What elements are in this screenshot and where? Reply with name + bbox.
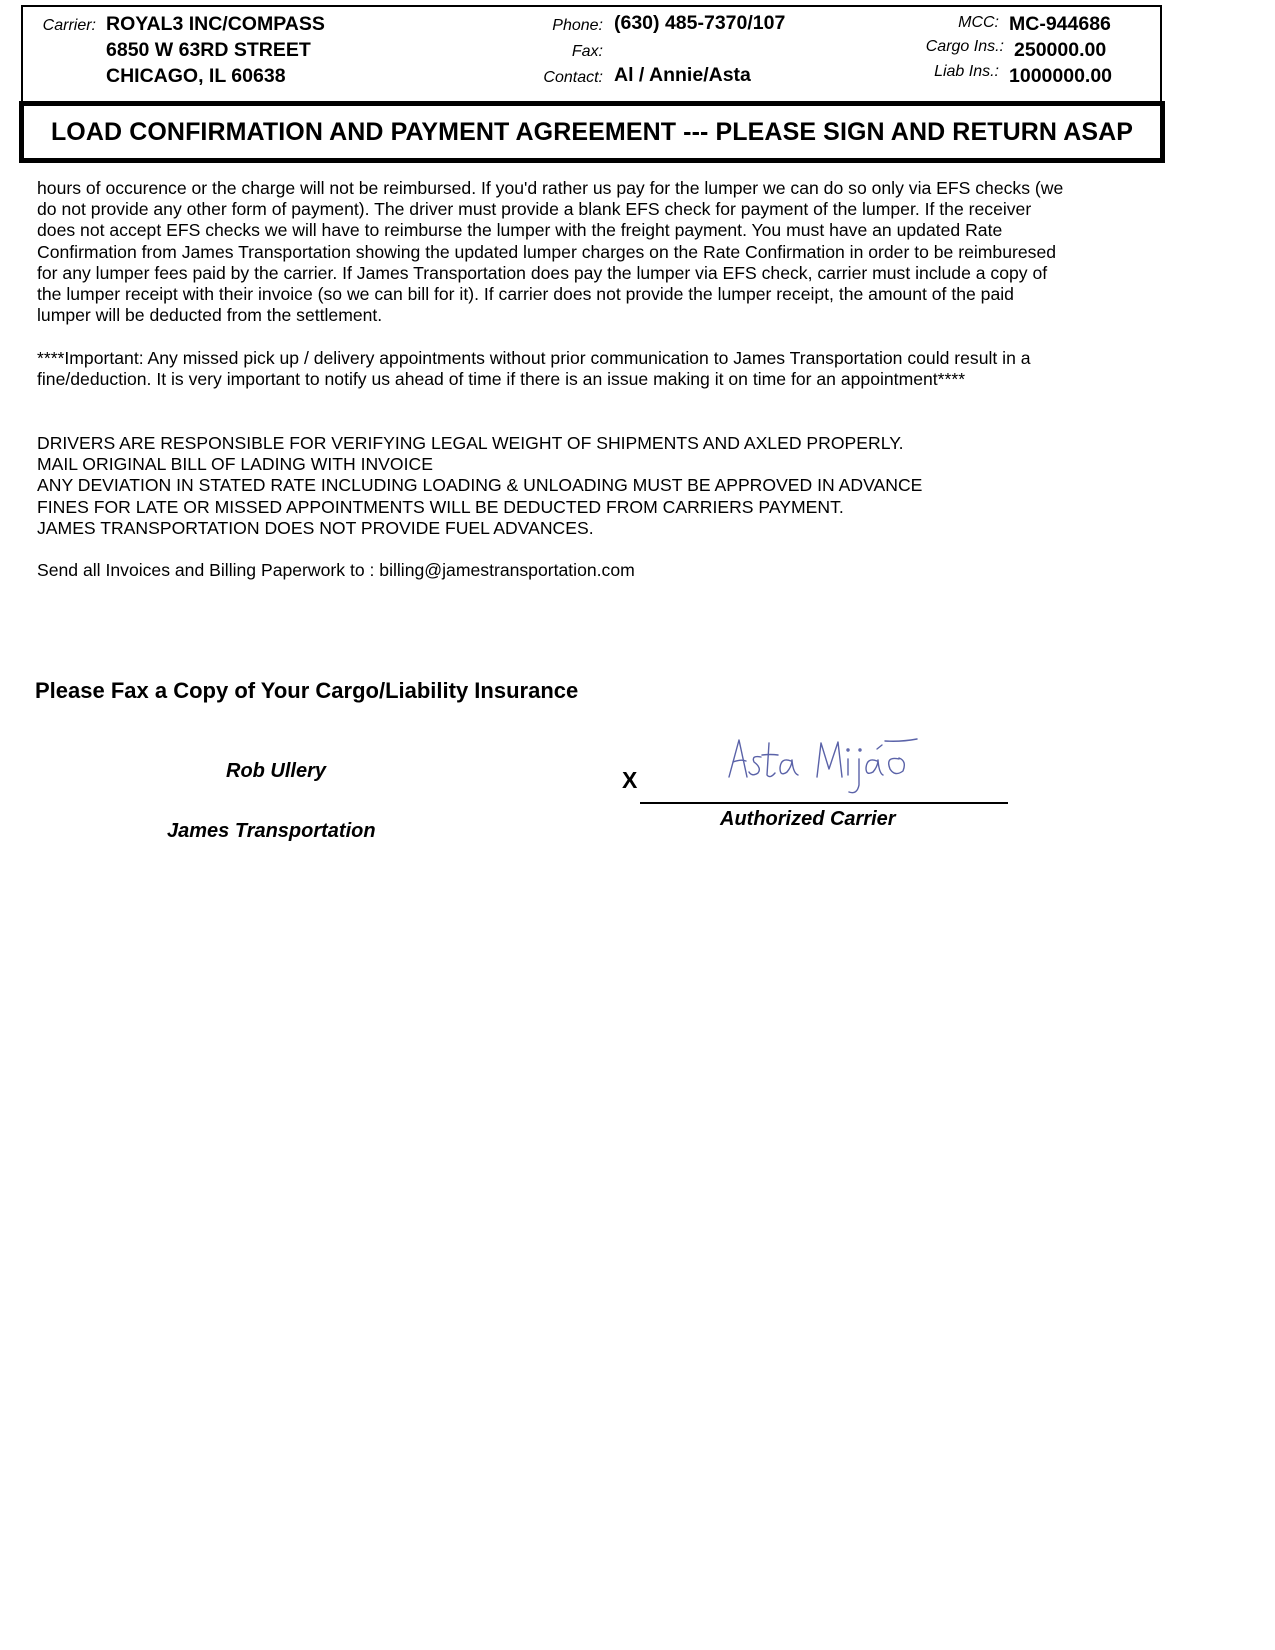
lumper-line: do not provide any other form of payment). The driver must provide a blank EFS check for payment of the lumper. If the receiver [37, 199, 1032, 220]
billing-paragraph [37, 560, 1137, 581]
carrier-signature-line [640, 802, 1008, 804]
carrier-liab-ins: 1000000.00 [1009, 65, 1113, 87]
carrier-cargo-ins: 250000.00 [1014, 39, 1107, 61]
carrier-name: ROYAL3 INC/COMPASS [106, 13, 325, 35]
carrier-mcc: MC-944686 [1009, 13, 1111, 35]
carrier-address-line1: 6850 W 63RD STREET [106, 39, 311, 61]
fax-label: Fax: [571, 43, 603, 60]
phone-label: Phone: [552, 17, 603, 34]
rule-line: DRIVERS ARE RESPONSIBLE FOR VERIFYING LEGAL WEIGHT OF SHIPMENTS AND AXLED PROPERLY. [37, 433, 904, 453]
carrier-phone: (630) 485-7370/107 [614, 12, 786, 34]
carrier-contact: Al / Annie/Asta [614, 64, 751, 86]
lumper-line: does not accept EFS checks we will have to reimburse the lumper with the freight payment. You must have an updated Rate [37, 220, 1003, 241]
fax-insurance-note: Please Fax a Copy of Your Cargo/Liability Insurance [35, 678, 579, 703]
lumper-line: hours of occurence or the charge will not be reimbursed. If you'd rather us pay for the lumper we can do so only via EFS checks (we [37, 178, 1064, 198]
carrier-label: Carrier: [42, 17, 96, 34]
lumper-line: lumper will be deducted from the settlement. [37, 305, 383, 326]
handwritten-signature [725, 735, 925, 797]
signature-x-mark: X [622, 767, 638, 793]
billing-line: Send all Invoices and Billing Paperwork to : billing@jamestransportation.com [37, 560, 635, 580]
rule-line: FINES FOR LATE OR MISSED APPOINTMENTS WILL BE DEDUCTED FROM CARRIERS PAYMENT. [37, 496, 844, 517]
rule-line: JAMES TRANSPORTATION DOES NOT PROVIDE FUEL ADVANCES. [37, 517, 594, 538]
broker-company-name: James Transportation [167, 820, 376, 842]
authorized-carrier-caption: Authorized Carrier [720, 808, 896, 830]
lumper-line: the lumper receipt with their invoice (so we can bill for it). If carrier does not provide the lumper receipt, the amount of the paid [37, 284, 1014, 305]
lumper-paragraph [37, 178, 1137, 326]
rule-line: MAIL ORIGINAL BILL OF LADING WITH INVOICE [37, 454, 433, 475]
important-line: ****Important: Any missed pick up / delivery appointments without prior communication to James Transportation could result in a [37, 348, 1031, 368]
lumper-line: Confirmation from James Transportation showing the updated lumper charges on the Rate Confirmation in order to be reimburesed [37, 241, 1057, 262]
cargo-ins-label: Cargo Ins.: [925, 38, 1004, 55]
agreement-title: LOAD CONFIRMATION AND PAYMENT AGREEMENT --- PLEASE SIGN AND RETURN ASAP [50, 117, 1134, 146]
mcc-label: MCC: [958, 14, 999, 31]
contact-label: Contact: [543, 69, 603, 86]
agreement-title-box [19, 101, 1165, 163]
lumper-line: for any lumper fees paid by the carrier. If James Transportation does pay the lumper via EFS check, carrier must include a copy of [37, 262, 1048, 283]
liab-ins-label: Liab Ins.: [934, 63, 999, 80]
carrier-address-line2: CHICAGO, IL 60638 [106, 65, 286, 87]
important-paragraph [37, 348, 1137, 390]
rules-paragraph [37, 433, 1137, 539]
broker-signer-name: Rob Ullery [226, 760, 327, 782]
rule-line: ANY DEVIATION IN STATED RATE INCLUDING LOADING & UNLOADING MUST BE APPROVED IN ADVANCE [37, 475, 923, 496]
important-line: fine/deduction. It is very important to notify us ahead of time if there is an issue making it on time for an appointment**** [37, 369, 966, 390]
